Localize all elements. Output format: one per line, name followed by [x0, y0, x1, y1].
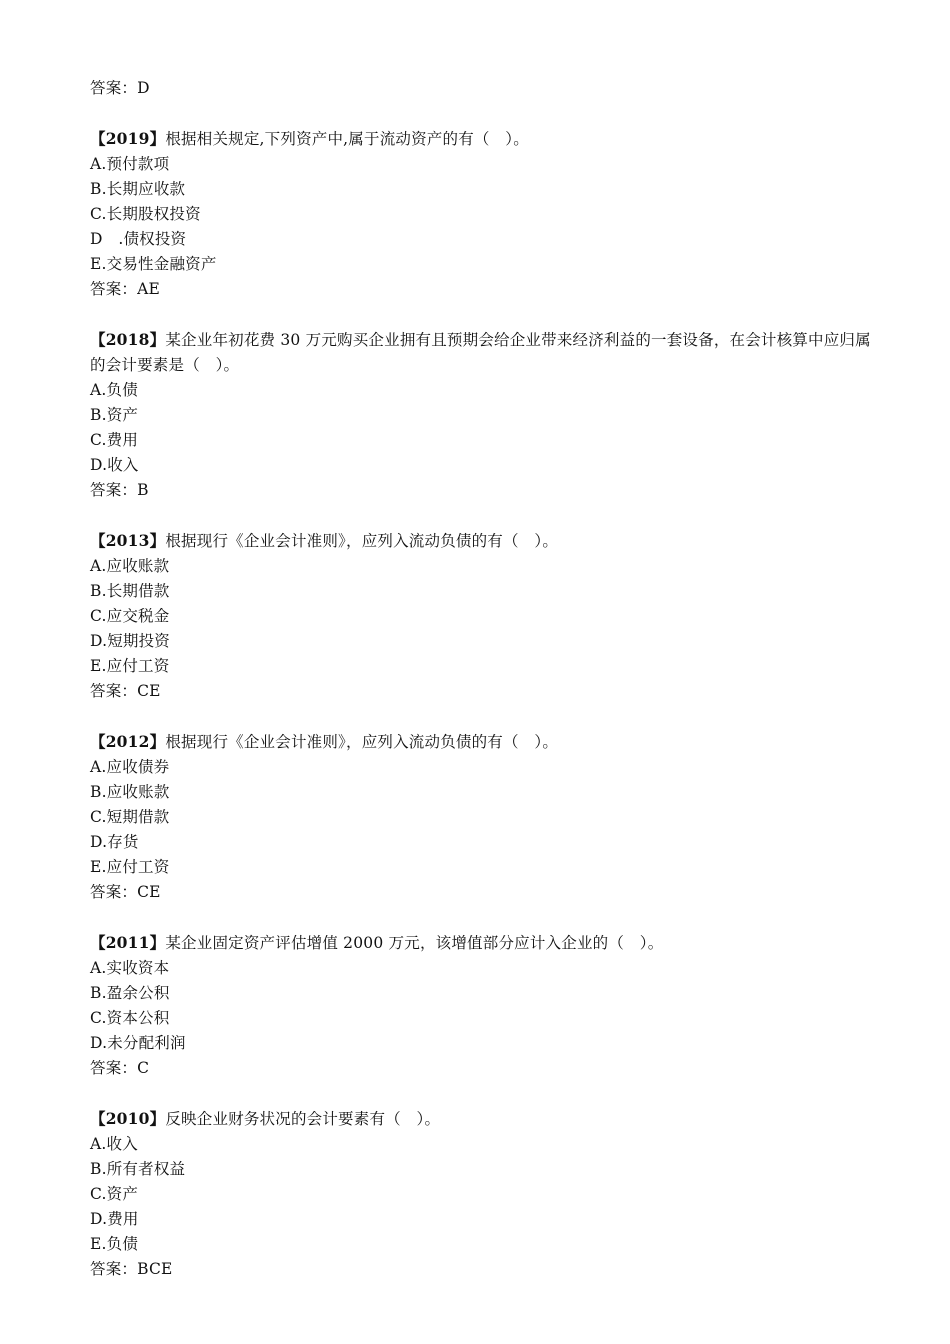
option: B.盈余公积	[90, 984, 170, 1002]
option: D.未分配利润	[90, 1034, 186, 1052]
question-year: 【2010】	[90, 1109, 166, 1128]
spacer	[90, 101, 880, 126]
spacer	[90, 503, 880, 528]
option: B.应收账款	[90, 783, 170, 801]
option: B.资产	[90, 406, 139, 424]
answer-text: 答案：D	[90, 79, 150, 97]
question-text: 根据相关规定,下列资产中,属于流动资产的有（ ）。	[165, 130, 529, 148]
question-year: 【2013】	[90, 531, 166, 550]
option: E.应付工资	[90, 858, 170, 876]
question-year: 【2019】	[90, 129, 166, 148]
option: D.短期投资	[90, 632, 171, 650]
question-year: 【2011】	[90, 933, 166, 952]
option: C.费用	[90, 431, 139, 449]
answer-text: 答案：B	[90, 481, 149, 499]
question-block	[90, 930, 880, 1081]
option: E.应付工资	[90, 657, 170, 675]
option: A.应收账款	[90, 557, 170, 575]
question-text: 反映企业财务状况的会计要素有（ ）。	[165, 1110, 441, 1128]
spacer	[90, 1081, 880, 1106]
question-year: 【2018】	[90, 330, 166, 349]
answer-text: 答案：C	[90, 1059, 150, 1077]
question-text: 根据现行《企业会计准则》，应列入流动负债的有（ ）。	[165, 532, 559, 550]
option: B.长期借款	[90, 582, 170, 600]
option: A.实收资本	[90, 959, 170, 977]
option: C.资产	[90, 1185, 139, 1203]
answer-text: 答案：BCE	[90, 1260, 173, 1278]
option: A.收入	[90, 1135, 138, 1153]
question-stem	[90, 1106, 880, 1132]
option: C.短期借款	[90, 808, 170, 826]
question-block	[90, 729, 880, 905]
option: C.长期股权投资	[90, 205, 201, 223]
document-page	[90, 76, 880, 1282]
option: A.负债	[90, 381, 138, 399]
option: D.收入	[90, 456, 139, 474]
answer-text: 答案：CE	[90, 682, 161, 700]
question-stem	[90, 528, 880, 554]
question-year: 【2012】	[90, 732, 166, 751]
option: D .债权投资	[90, 230, 187, 248]
option: A.应收债券	[90, 758, 170, 776]
answer-text: 答案：AE	[90, 280, 161, 298]
answer-text: 答案：CE	[90, 883, 161, 901]
question-stem	[90, 729, 880, 755]
question-stem	[90, 126, 880, 152]
option: D.费用	[90, 1210, 139, 1228]
question-block	[90, 528, 880, 704]
question-text: 根据现行《企业会计准则》，应列入流动负债的有（ ）。	[165, 733, 559, 751]
spacer	[90, 302, 880, 327]
option: B.长期应收款	[90, 180, 186, 198]
question-text: 某企业年初花费 30 万元购买企业拥有且预期会给企业带来经济利益的一套设备，在会计核算中应归属的会计要素是（ ）。	[90, 331, 871, 374]
question-block	[90, 327, 880, 503]
option: C.资本公积	[90, 1009, 170, 1027]
spacer	[90, 905, 880, 930]
spacer	[90, 704, 880, 729]
question-block	[90, 1106, 880, 1282]
question-stem	[90, 327, 880, 378]
question-text: 某企业固定资产评估增值 2000 万元，该增值部分应计入企业的（ ）。	[165, 934, 664, 952]
option: B.所有者权益	[90, 1160, 186, 1178]
option: A.预付款项	[90, 155, 170, 173]
option: E.负债	[90, 1235, 139, 1253]
option: C.应交税金	[90, 607, 170, 625]
question-stem	[90, 930, 880, 956]
question-block	[90, 126, 880, 302]
option: E.交易性金融资产	[90, 255, 217, 273]
option: D.存货	[90, 833, 139, 851]
